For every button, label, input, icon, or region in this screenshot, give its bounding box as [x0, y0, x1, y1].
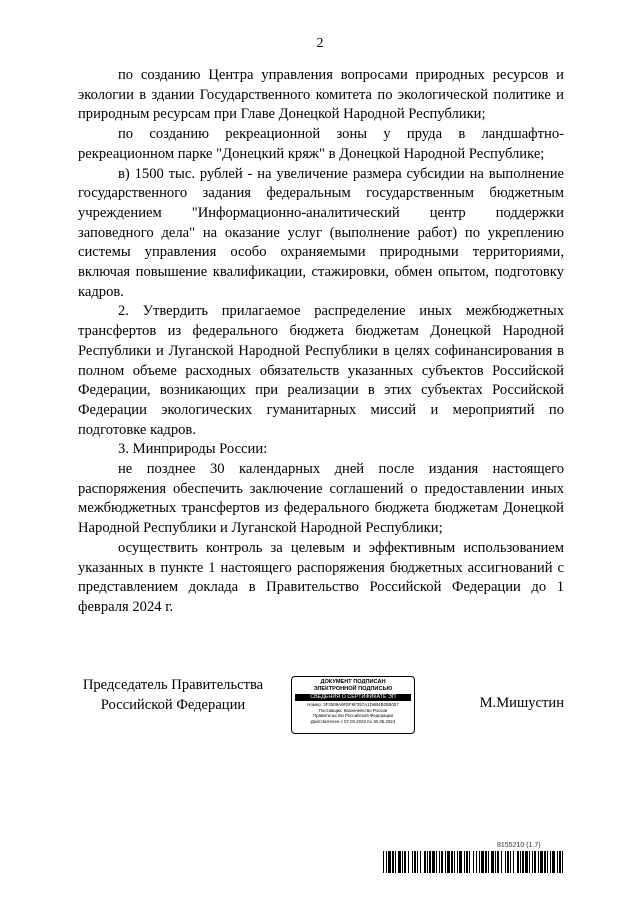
stamp-issuer: Поставщик: Казначейство России — [318, 707, 388, 713]
page-number: 2 — [316, 36, 324, 51]
paragraph: в) 1500 тыс. рублей - на увеличение размера субсидии на выполнение государственного задания федеральным государственным бюджетным учреждением "Информационно-аналитический центр поддержки заповедного дела" на оказание услуг (выполнение работ) по укреплению системы управления особо охраняемыми природными территориями, включая повышение квалификации, стажировки, обмен опытом, подготовку кадров. — [78, 165, 564, 300]
signer-name: М.Мишустин — [479, 695, 564, 711]
document-code: 8155210 (1.7) — [497, 842, 541, 849]
document-body — [78, 66, 564, 618]
stamp-serial: Номер: 3F2509A9FEF6F357A1D6B4B2B5007 — [307, 702, 399, 707]
paragraph: 2. Утвердить прилагаемое распределение иных межбюджетных трансфертов из федерального бюджета бюджетам Донецкой Народной Республики и Луганской Народной Республики в целях софинансирования в полном объеме расходных обязательств указанных субъектов Российской Федерации, возникающих при реализации в этих субъектах Российской Федерации экологических гуманитарных миссий и мероприятий по подготовке кадров. — [78, 303, 564, 438]
e-signature-stamp — [291, 676, 415, 734]
stamp-owner: Правительство Российской Федерации — [313, 713, 393, 719]
paragraph: не позднее 30 календарных дней после издания настоящего распоряжения обеспечить заключение соглашений о предоставлении иных межбюджетных трансфертов из федерального бюджета бюджетам Донецкой Народной Республики и Луганской Народной Республики; — [78, 461, 564, 537]
paragraph: по созданию Центра управления вопросами природных ресурсов и экологии в здании Государственного комитета по экологической политике и природным ресурсам при Главе Донецкой Народной Республики; — [78, 67, 564, 123]
stamp-heading: ЭЛЕКТРОННОЙ ПОДПИСЬЮ — [313, 686, 393, 692]
barcode — [383, 851, 566, 873]
paragraph: по созданию рекреационной зоны у пруда в ландшафтно-рекреационном парке "Донецкий кряж" в Донецкой Народной Республике; — [78, 126, 564, 162]
signer-title-line: Российской Федерации — [100, 696, 246, 713]
paragraph: 3. Минприроды России: — [118, 441, 268, 458]
signer-title — [78, 676, 268, 715]
signature-block — [78, 676, 564, 736]
stamp-heading: ДОКУМЕНТ ПОДПИСАН — [320, 679, 386, 685]
signer-title-line: Председатель Правительства — [82, 677, 264, 693]
stamp-certificate-bar: СВЕДЕНИЯ О СЕРТИФИКАТЕ ЭП — [295, 694, 411, 701]
stamp-validity: Действителен с 07.03.2023 по 30.05.2024 — [310, 718, 396, 724]
paragraph: осуществить контроль за целевым и эффективным использованием указанных в пункте 1 настоящего распоряжения бюджетных ассигнований с представлением доклада в Правительство Российской Федерации до 1 февраля 2024 г. — [78, 539, 564, 615]
